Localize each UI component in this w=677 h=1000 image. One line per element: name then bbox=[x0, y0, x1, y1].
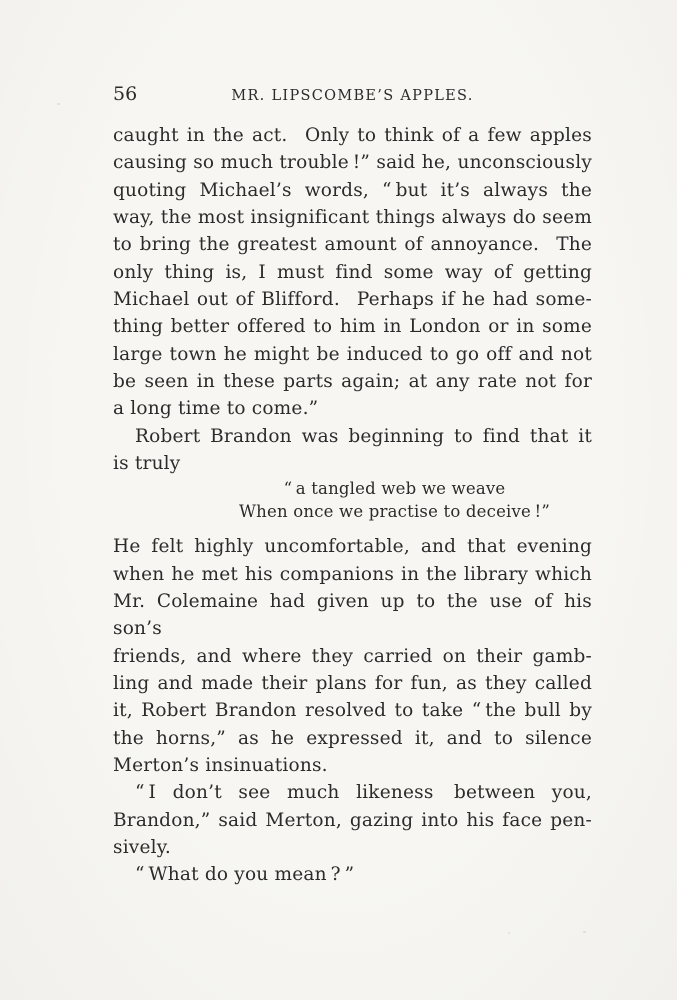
text-line: way, the most insignificant things always do seem bbox=[113, 207, 592, 229]
text-line: causing so much trouble !” said he, unconsciously bbox=[113, 152, 592, 174]
text-line: sively. bbox=[113, 837, 172, 859]
running-title: MR. LIPSCOMBE’S APPLES. bbox=[231, 88, 474, 104]
text-line: “ I don’t see much likeness between you, bbox=[135, 782, 592, 804]
text-line: Brandon,” said Merton, gazing into his face pen- bbox=[113, 809, 592, 831]
paragraph bbox=[113, 779, 592, 861]
page-header bbox=[113, 84, 592, 108]
paragraph bbox=[113, 861, 592, 888]
scan-speck bbox=[508, 932, 510, 934]
text-line: caught in the act. Only to think of a few apples bbox=[113, 125, 592, 146]
text-line: be seen in these parts again; at any rate not for bbox=[113, 371, 592, 393]
page-number: 56 bbox=[113, 83, 138, 105]
text-line: Robert Brandon was beginning to find that it bbox=[135, 425, 592, 447]
text-line: to bring the greatest amount of annoyance. The bbox=[113, 234, 592, 256]
text-line: the horns,” as he expressed it, and to silence bbox=[113, 727, 592, 749]
text-line: He felt highly uncomfortable, and that evening bbox=[113, 536, 592, 558]
text-line: friends, and where they carried on their gamb- bbox=[113, 645, 592, 667]
text-line: it, Robert Brandon resolved to take “ the bull by bbox=[113, 700, 592, 722]
verse-quotation bbox=[155, 478, 634, 523]
text-line: quoting Michael’s words, “ but it’s always the bbox=[113, 179, 592, 201]
paragraph bbox=[113, 423, 592, 478]
text-line: When once we practise to deceive !” bbox=[239, 501, 550, 521]
scan-speck bbox=[583, 931, 586, 933]
text-line: “ a tangled web we weave bbox=[283, 479, 506, 499]
text-line: “ What do you mean ? ” bbox=[135, 864, 355, 886]
page-body bbox=[113, 122, 592, 889]
text-line: Merton’s insinuations. bbox=[113, 755, 328, 777]
paragraph bbox=[113, 533, 592, 779]
text-line: ling and made their plans for fun, as they called bbox=[113, 673, 592, 694]
text-line: thing better offered to him in London or in some bbox=[113, 316, 592, 338]
text-line: is truly bbox=[113, 453, 181, 475]
scan-speck bbox=[57, 103, 60, 105]
text-line: only thing is, I must find some way of getting bbox=[113, 261, 592, 283]
text-line: Mr. Colemaine had given up to the use of his son’s bbox=[113, 590, 592, 640]
text-line: large town he might be induced to go off and not bbox=[113, 343, 592, 365]
text-line: Michael out of Blifford. Perhaps if he had some- bbox=[113, 289, 592, 311]
text-line: a long time to come.” bbox=[113, 398, 319, 420]
paragraph bbox=[113, 122, 592, 423]
text-line: when he met his companions in the library which bbox=[113, 563, 592, 585]
